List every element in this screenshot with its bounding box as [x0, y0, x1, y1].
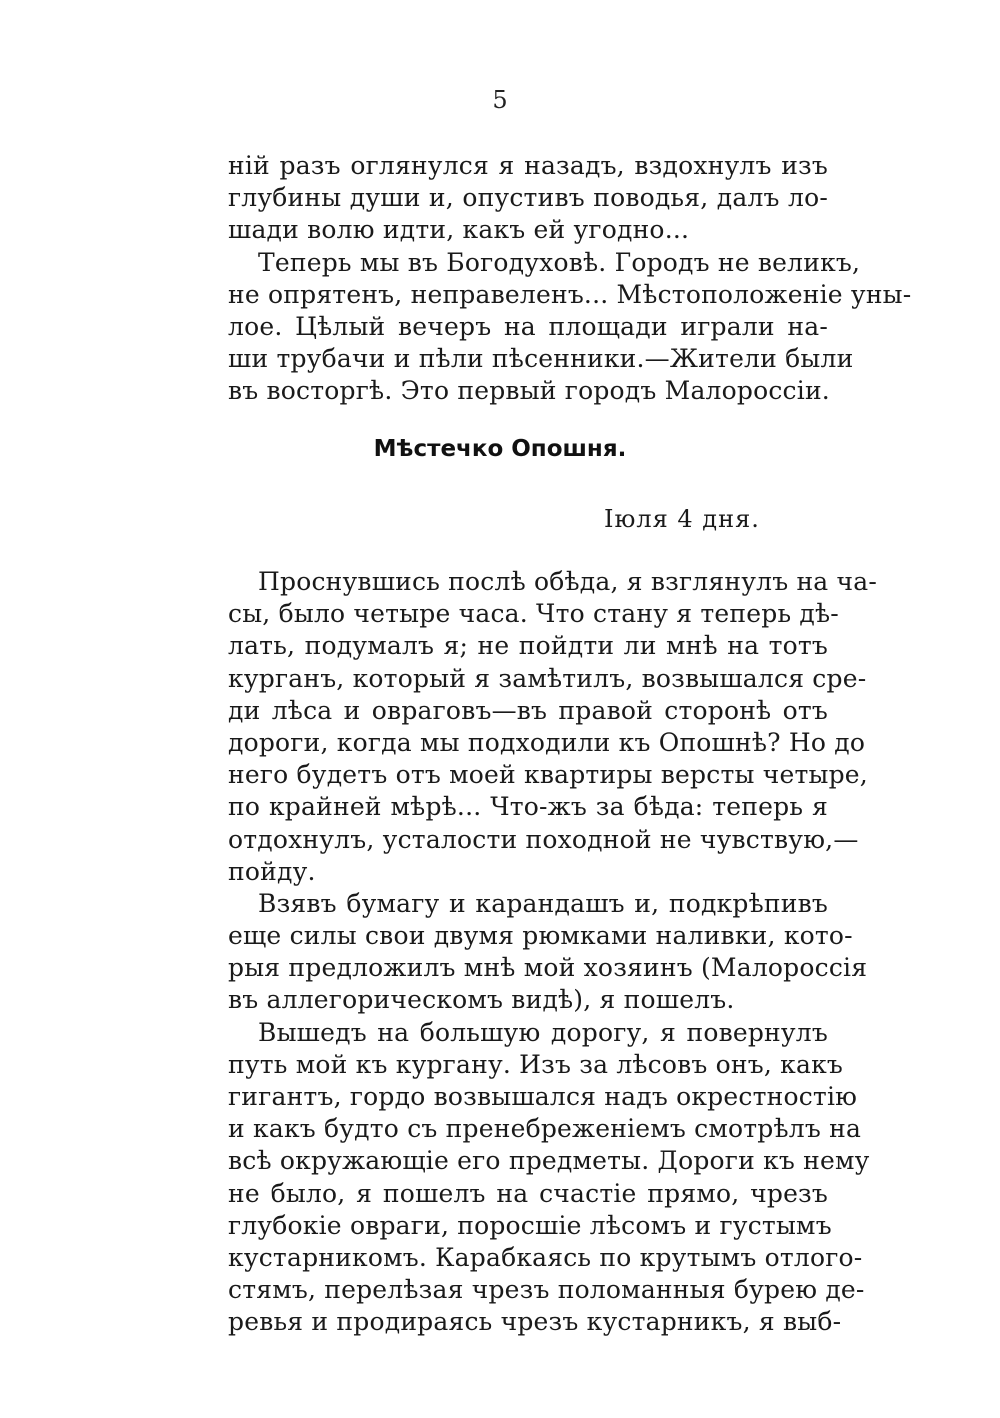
text-line: ній разъ оглянулся я назадъ, вздохнулъ изъ: [228, 151, 828, 180]
text-line: и какъ будто съ пренебреженіемъ смотрѣлъ на: [228, 1114, 862, 1144]
page-number: 5: [492, 86, 508, 114]
text-line: по крайней мѣрѣ... Что-жъ за бѣда: теперь я: [228, 792, 828, 822]
section-heading: Мѣстечко Опошня.: [373, 436, 627, 462]
text-line: путь мой къ кургану. Изъ за лѣсовъ онъ, какъ: [228, 1049, 844, 1079]
text-line: въ восторгѣ. Это первый городъ Малороссіи.: [228, 376, 830, 406]
text-line: шади волю идти, какъ ей угодно...: [228, 215, 690, 245]
text-line: ди лѣса и овраговъ—въ правой сторонѣ отъ: [228, 695, 828, 725]
text-line: гигантъ, гордо возвышался надъ окрестностію: [228, 1082, 858, 1111]
text-line: не было, я пошелъ на счастіе прямо, чрезъ: [228, 1178, 828, 1208]
text-line: еще силы свои двумя рюмками наливки, кото-: [228, 921, 853, 951]
text-line: ревья и продираясь чрезъ кустарникъ, я выб-: [228, 1307, 842, 1337]
text-line: Вышедъ на большую дорогу, я повернулъ: [258, 1017, 828, 1047]
text-line: Взявъ бумагу и карандашъ и, подкрѣпивъ: [258, 888, 828, 918]
text-line: пойду.: [228, 856, 316, 886]
text-line: отдохнулъ, усталости походной не чувствую,—: [228, 824, 859, 854]
text-block-2: [228, 566, 878, 1339]
text-line: Проснувшись послѣ обѣда, я взглянулъ на ча-: [258, 567, 878, 596]
text-line: Теперь мы въ Богодуховѣ. Городъ не великъ,: [258, 247, 861, 277]
text-line: всѣ окружающіе его предметы. Дороги къ нему: [228, 1146, 870, 1176]
text-line: глубины души и, опустивъ поводья, далъ ло-: [228, 183, 828, 213]
text-line: не опрятенъ, неправеленъ... Мѣстоположеніе уны-: [228, 279, 912, 309]
text-line: него будетъ отъ моей квартиры версты четыре,: [228, 760, 868, 790]
text-line: курганъ, который я замѣтилъ, возвышался сре-: [228, 663, 867, 693]
dateline: Іюля 4 дня.: [604, 505, 760, 533]
text-block-1: [228, 150, 912, 408]
text-line: лое. Цѣлый вечеръ на площади играли на-: [228, 311, 828, 341]
text-line: лать, подумалъ я; не пойдти ли мнѣ на тотъ: [228, 631, 828, 661]
text-line: глубокіе овраги, поросшіе лѣсомъ и густымъ: [228, 1210, 832, 1240]
text-line: въ аллегорическомъ видѣ), я пошелъ.: [228, 985, 735, 1015]
text-line: дороги, когда мы подходили къ Опошнѣ? Но до: [228, 727, 866, 757]
text-line: стямъ, перелѣзая чрезъ поломанныя бурею де-: [228, 1275, 865, 1305]
text-line: кустарникомъ. Карабкаясь по крутымъ отлого-: [228, 1242, 863, 1272]
text-line: ши трубачи и пѣли пѣсенники.—Жители были: [228, 344, 854, 374]
text-line: рыя предложилъ мнѣ мой хозяинъ (Малороссія: [228, 953, 868, 983]
text-line: сы, было четыре часа. Что стану я теперь дѣ-: [228, 599, 839, 629]
